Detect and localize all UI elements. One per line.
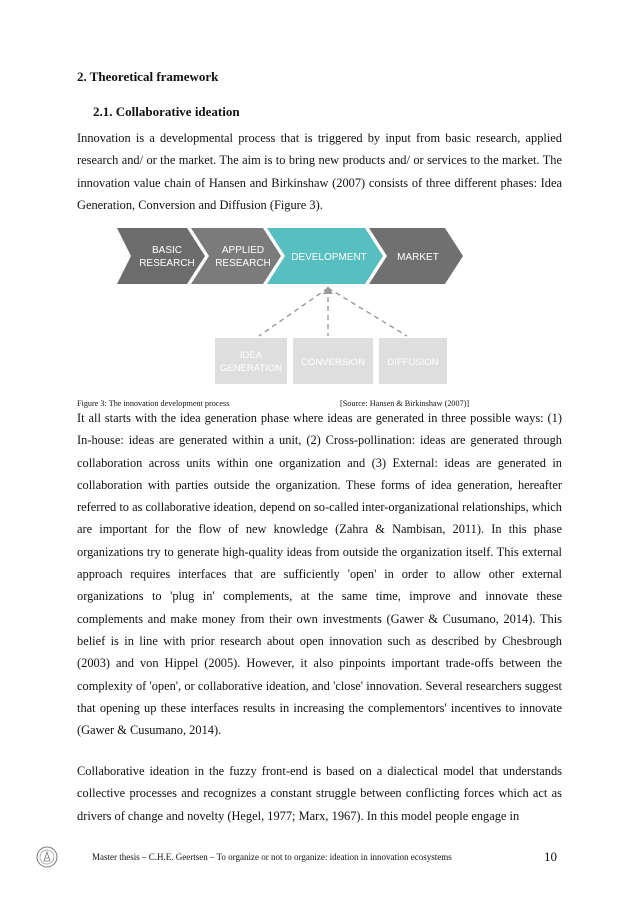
dashed-connectors: [259, 288, 407, 336]
paragraph-intro: Innovation is a developmental process that is triggered by input from basic research, applied research and/ or the market. The aim is to bring new products and/ or services to the market. The innovation value chain of Hansen and Birkinshaw (2007) consists of three different phases: Idea Generation, Conversion and Diffusion (Figure 3).: [77, 131, 562, 212]
box-label-idea-line1: IDEA: [239, 350, 263, 361]
innovation-value-chain-diagram: [117, 222, 463, 384]
chevron-label-basic-line1: BASIC: [151, 245, 183, 256]
chevron-label-applied-line1: APPLIED: [221, 245, 265, 256]
chevron-label-basic-line2: RESEARCH: [139, 258, 195, 269]
chevron-basic-research: [117, 228, 205, 284]
paragraph-collaborative-ideation: Collaborative ideation in the fuzzy front-end is based on a dialectical model that understands collective processes and recognizes a constant struggle between conflicting forces which act as drivers of change and novelty (Hegel, 1977; Marx, 1967). In this model people engage in: [77, 764, 562, 823]
box-idea-generation: [215, 338, 287, 384]
chevron-label-development: DEVELOPMENT: [291, 252, 367, 263]
page-number: 10: [544, 849, 557, 864]
box-label-diffusion: DIFFUSION: [387, 357, 439, 368]
chevron-label-applied-line2: RESEARCH: [215, 258, 271, 269]
figure-source: [Source: Hansen & Birkinshaw (2007)]: [340, 399, 470, 408]
box-label-idea-line2: GENERATION: [219, 363, 283, 374]
university-seal-icon: [36, 846, 58, 868]
footer-text: Master thesis – C.H.E. Geertsen – To organize or not to organize: ideation in innovation ecosystems: [92, 852, 452, 862]
box-label-conversion: CONVERSION: [301, 357, 365, 368]
section-heading: 2. Theoretical framework: [77, 69, 219, 84]
subsection-heading: 2.1. Collaborative ideation: [93, 104, 240, 119]
figure-caption: Figure 3: The innovation development process: [77, 399, 230, 408]
chevron-label-market: MARKET: [397, 252, 439, 263]
paragraph-idea-generation: It all starts with the idea generation phase where ideas are generated in three possible ways: (1) In-house: ideas are generated within a unit, (2) Cross-pollination: ideas are generated through collaboration across units within one organization and (3) External: ideas are generated in collaboration with parties outside the organization. These forms of idea generation, hereafter referred to as collaborative ideation, depend on so-called inter-organizational relationships, which are important for the flow of new knowledge (Zahra & Nambisan, 2011). In this phase organizations try to generate high-quality ideas from outside the organization itself. This external approach requires interfaces that are sufficiently 'open' in order to allow other external organizations to 'plug in' complements, at the same time, improve and innovate these complements and make money from their own investments (Gawer & Cusumano, 2014). This belief is in line with prior research about open innovation such as described by Chesbrough (2003) and von Hippel (2005). However, it also pinpoints important trade-offs between the complexity of 'open', or collaborative ideation, and 'close' innovation. Several researchers suggest that opening up these interfaces results in increasing the complementors' incentives to innovate (Gawer & Cusumano, 2014).: [77, 411, 562, 738]
